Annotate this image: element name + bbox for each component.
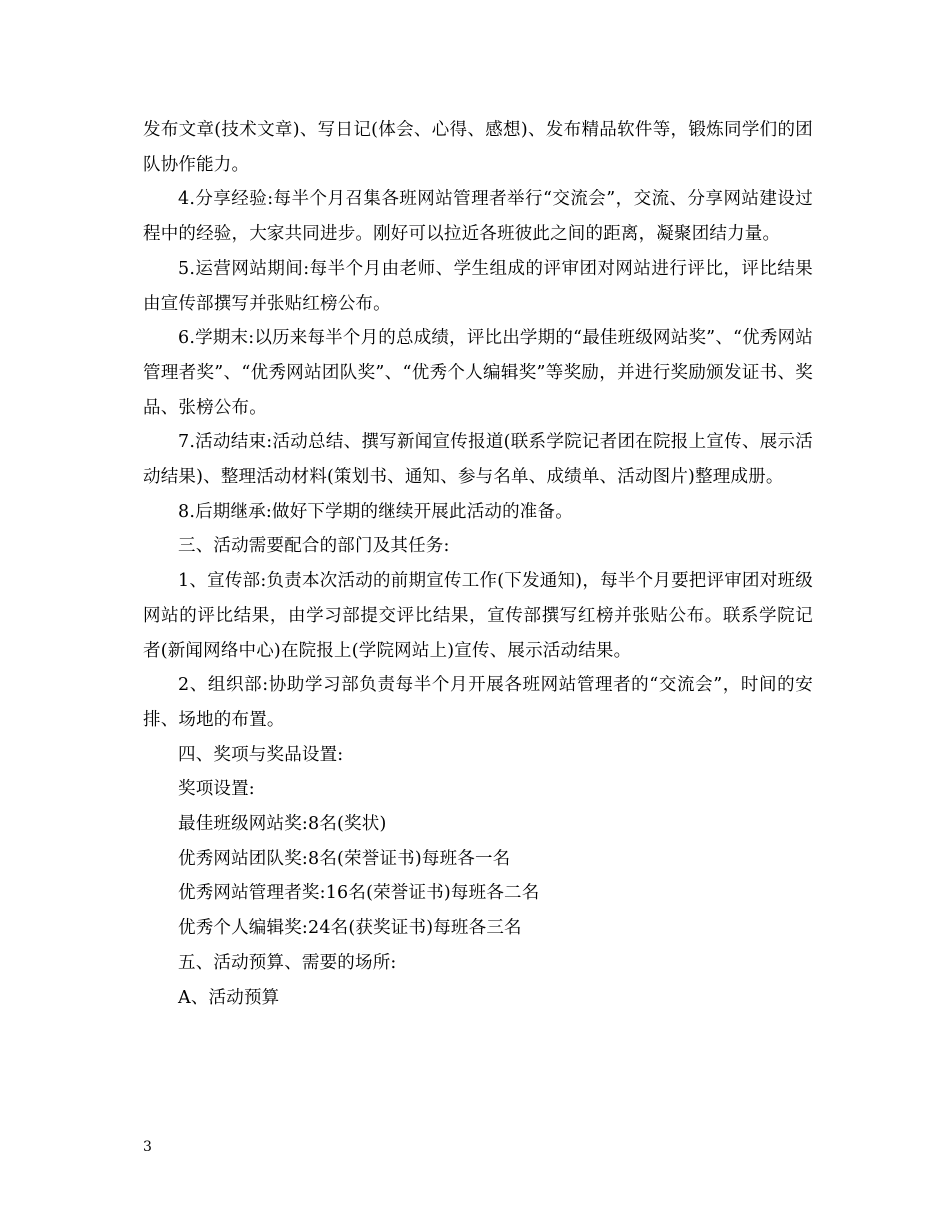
paragraph-item-6: 6.学期末:以历来每半个月的总成绩，评比出学期的“最佳班级网站奖”、“优秀网站管理者奖”、“优秀网站团队奖”、“优秀个人编辑奖”等奖励，并进行奖励颁发证书、奖品、张榜公布。 <box>143 328 813 418</box>
document-body <box>143 113 813 1015</box>
section-heading-5: 五、活动预算、需要的场所: <box>178 952 397 973</box>
paragraph-continuation: 发布文章(技术文章)、写日记(体会、心得、感想)、发布精品软件等，锻炼同学们的团队协作能力。 <box>143 120 813 175</box>
section-heading-3: 三、活动需要配合的部门及其任务: <box>178 536 450 557</box>
paragraph-dept-1: 1、宣传部:负责本次活动的前期宣传工作(下发通知)，每半个月要把评审团对班级网站的评比结果，由学习部提交评比结果，宣传部撰写红榜并张贴公布。联系学院记者(新闻网络中心)在院报上(学院网站上)宣传、展示活动结果。 <box>143 571 813 661</box>
awards-subheading: 奖项设置: <box>178 779 255 800</box>
award-line-team: 优秀网站团队奖:8名(荣誉证书)每班各一名 <box>178 848 511 869</box>
section-heading-4: 四、奖项与奖品设置: <box>178 744 344 765</box>
paragraph-item-7: 7.活动结束:活动总结、撰写新闻宣传报道(联系学院记者团在院报上宣传、展示活动结果)、整理活动材料(策划书、通知、参与名单、成绩单、活动图片)整理成册。 <box>143 432 813 488</box>
award-line-manager: 优秀网站管理者奖:16名(荣誉证书)每班各二名 <box>178 883 540 904</box>
paragraph-item-5: 5.运营网站期间:每半个月由老师、学生组成的评审团对网站进行评比，评比结果由宣传部撰写并张贴红榜公布。 <box>143 258 813 314</box>
award-line-editor: 优秀个人编辑奖:24名(获奖证书)每班各三名 <box>178 918 522 939</box>
page-number: 3 <box>143 1139 152 1155</box>
award-line-best-class-site: 最佳班级网站奖:8名(奖状) <box>178 814 387 835</box>
paragraph-dept-2: 2、组织部:协助学习部负责每半个月开展各班网站管理者的“交流会”，时间的安排、场地的布置。 <box>143 675 813 730</box>
budget-subheading: A、活动预算 <box>178 987 280 1008</box>
paragraph-item-8: 8.后期继承:做好下学期的继续开展此活动的准备。 <box>178 501 573 522</box>
paragraph-item-4: 4.分享经验:每半个月召集各班网站管理者举行“交流会”，交流、分享网站建设过程中的经验，大家共同进步。刚好可以拉近各班彼此之间的距离，凝聚团结力量。 <box>143 189 813 245</box>
